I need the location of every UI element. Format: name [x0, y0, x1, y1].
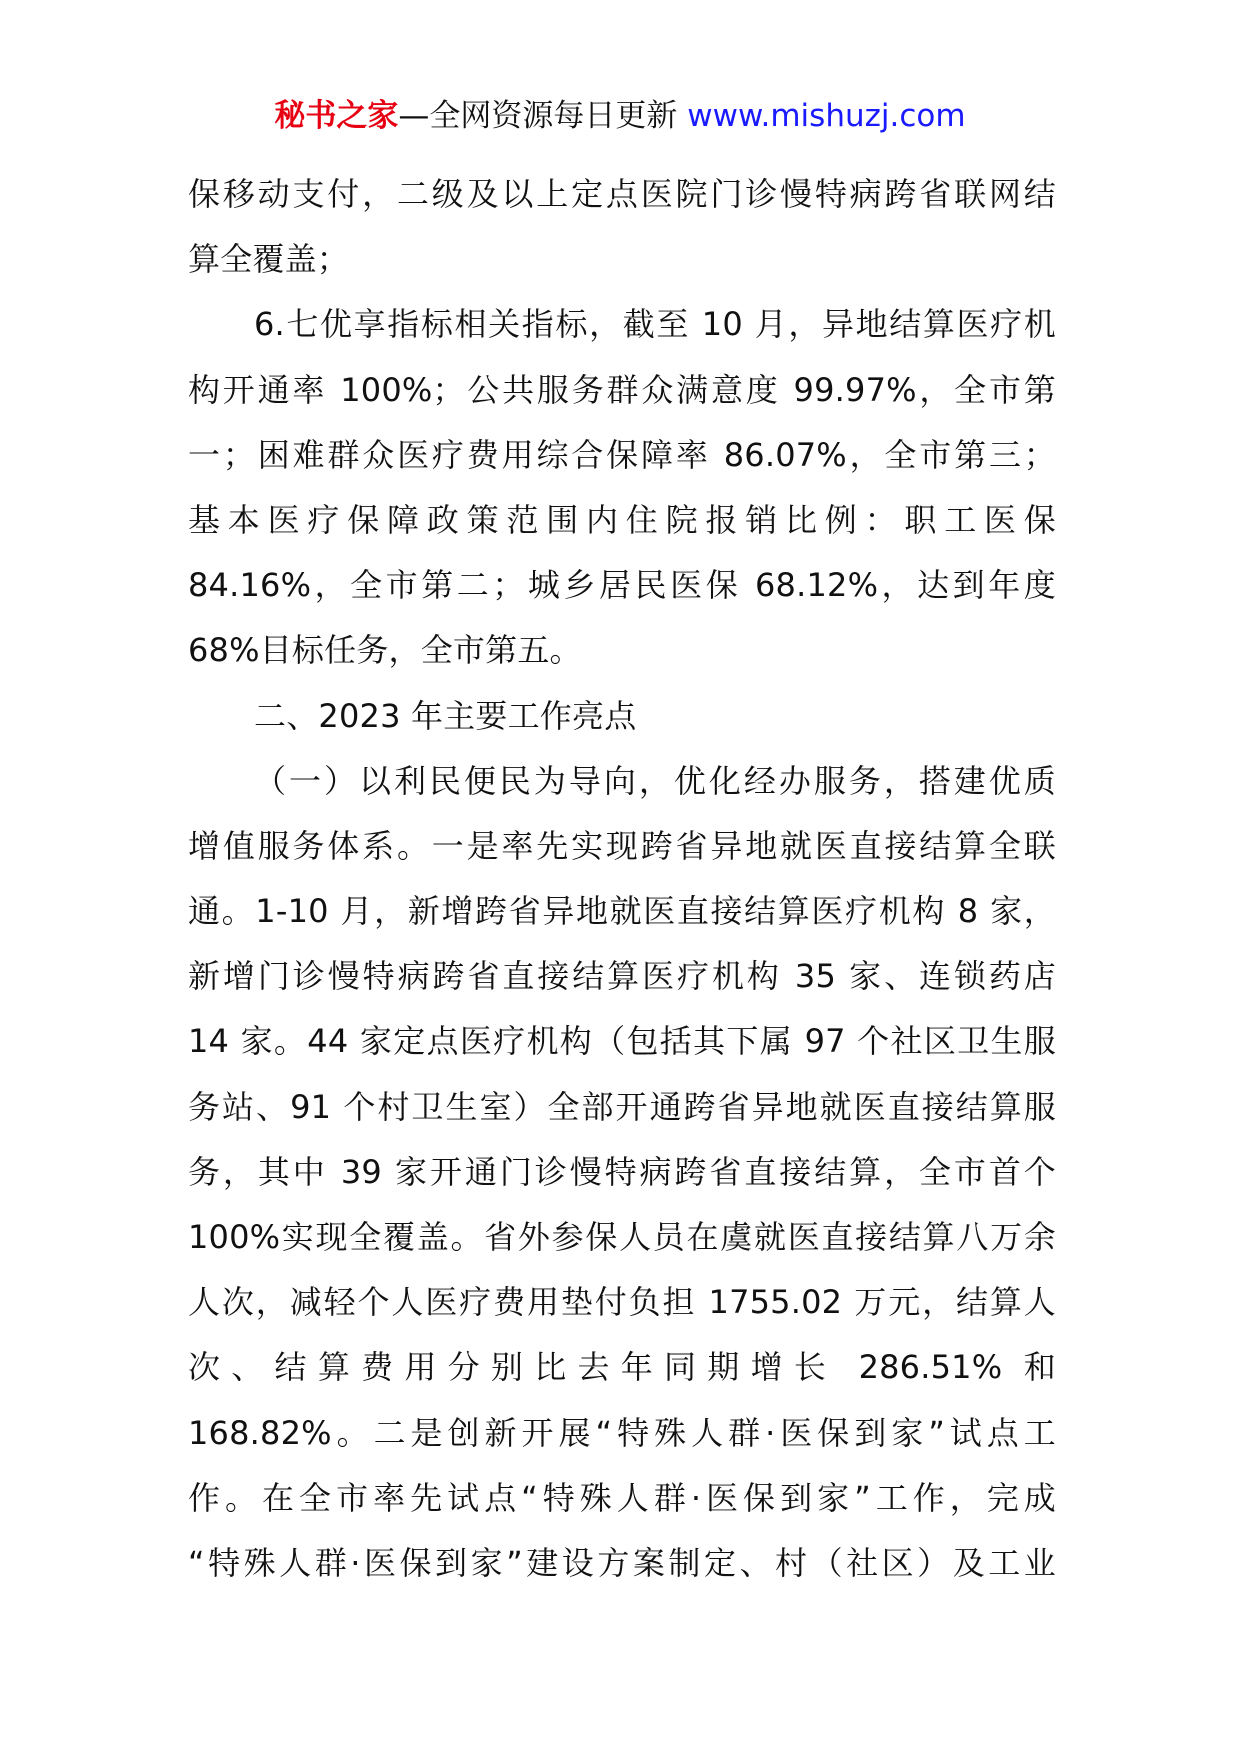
text-line: 新增门诊慢特病跨省直接结算医疗机构 35 家、连锁药店: [188, 957, 1056, 996]
text-line: 14 家。44 家定点医疗机构（包括其下属 97 个社区卫生服: [188, 1022, 1056, 1061]
page-header: [0, 98, 1240, 135]
text-line: 通。1-10 月，新增跨省异地就医直接结算医疗机构 8 家，: [188, 892, 1056, 931]
text-line: 84.16%，全市第二；城乡居民医保 68.12%，达到年度: [188, 566, 1056, 605]
text-line: 168.82%。二是创新开展“特殊人群·医保到家”试点工: [188, 1413, 1056, 1452]
text-line: 人次，减轻个人医疗费用垫付负担 1755.02 万元，结算人: [188, 1283, 1056, 1322]
text-line: （一）以利民便民为导向，优化经办服务，搭建优质: [254, 761, 1056, 800]
text-line: 算全覆盖；: [188, 240, 350, 279]
text-line: 6.七优享指标相关指标，截至 10 月，异地结算医疗机: [254, 305, 1056, 344]
section-heading: 二、2023 年主要工作亮点: [254, 696, 637, 735]
text-line: 构开通率 100%；公共服务群众满意度 99.97%，全市第: [188, 370, 1056, 409]
text-line: 次、结算费用分别比去年同期增长 286.51% 和: [188, 1348, 1056, 1387]
text-line: 务，其中 39 家开通门诊慢特病跨省直接结算，全市首个: [188, 1152, 1056, 1191]
header-brand: 秘书之家: [274, 98, 399, 134]
header-url-link[interactable]: www.mishuzj.com: [687, 98, 966, 134]
text-line: “特殊人群·医保到家”建设方案制定、村（社区）及工业: [188, 1543, 1056, 1582]
text-line: 100%实现全覆盖。省外参保人员在虞就医直接结算八万余: [188, 1218, 1056, 1256]
text-line: 一；困难群众医疗费用综合保障率 86.07%，全市第三；: [188, 435, 1056, 474]
text-line: 作。在全市率先试点“特殊人群·医保到家”工作，完成: [188, 1478, 1056, 1517]
text-line: 68%目标任务，全市第五。: [188, 631, 582, 670]
text-line: 务站、91 个村卫生室）全部开通跨省异地就医直接结算服: [188, 1087, 1056, 1126]
header-slogan: —全网资源每日更新: [398, 98, 688, 134]
text-line: 基本医疗保障政策范围内住院报销比例：职工医保: [188, 500, 1056, 539]
document-body: [188, 162, 1056, 1596]
text-line: 增值服务体系。一是率先实现跨省异地就医直接结算全联: [188, 826, 1056, 865]
text-line: 保移动支付，二级及以上定点医院门诊慢特病跨省联网结: [188, 175, 1056, 213]
